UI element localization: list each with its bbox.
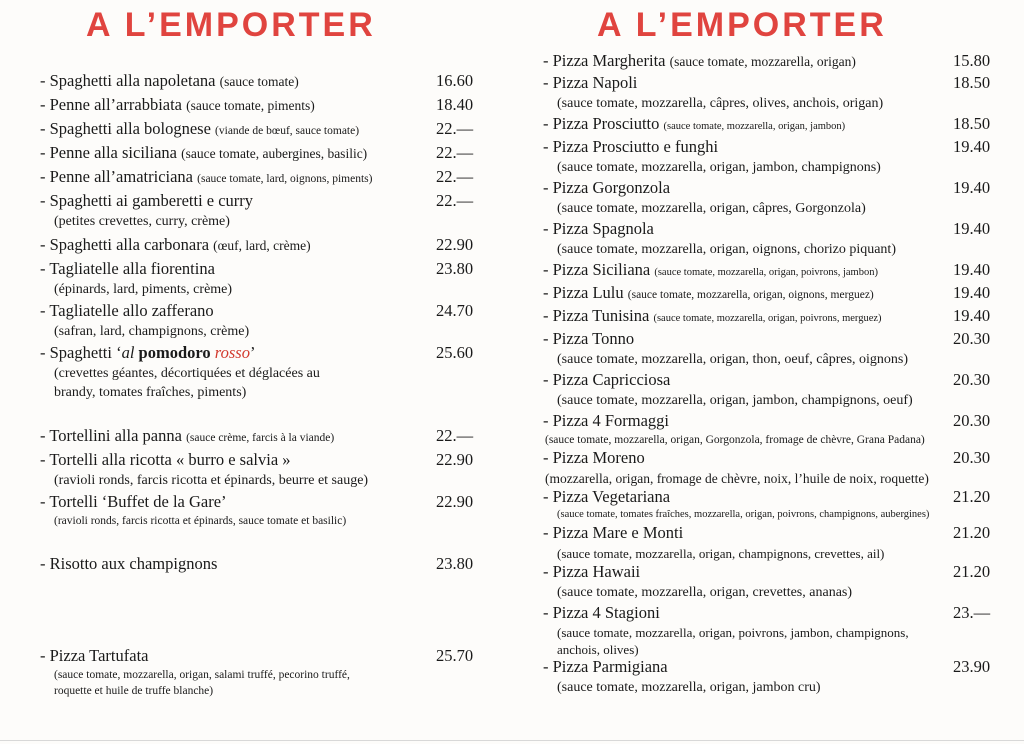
item-price: 19.40 xyxy=(953,283,991,302)
item-price: 16.60 xyxy=(436,71,474,90)
menu-item: - Pizza Lulu (sauce tomate, mozzarella, origan, oignons, merguez) 19.40 xyxy=(543,283,991,302)
menu-item: - Pizza Mare e Monti (sauce tomate, mozzarella, origan, champignons, crevettes, ail) 21.20 xyxy=(543,523,991,561)
menu-item: - Tortelli alla ricotta « burro e salvia » (ravioli ronds, farcis ricotta et épinards, beurre et sauge) 22.90 xyxy=(40,450,474,488)
menu-item: - Pizza Tunisina (sauce tomate, mozzarella, origan, poivrons, merguez) 19.40 xyxy=(543,306,991,325)
item-price: 23.— xyxy=(953,603,991,622)
item-price: 22.— xyxy=(436,119,474,138)
item-price: 22.— xyxy=(436,143,474,162)
right-page-title: A L’EMPORTER xyxy=(597,6,887,44)
item-price: 19.40 xyxy=(953,178,991,197)
item-price: 15.80 xyxy=(953,51,991,70)
menu-item: - Pizza Napoli (sauce tomate, mozzarella, câpres, olives, anchois, origan) 18.50 xyxy=(543,73,991,111)
menu-item: - Pizza Prosciutto e funghi (sauce tomate, mozzarella, origan, jambon, champignons) 19.40 xyxy=(543,137,991,175)
item-price: 22.— xyxy=(436,426,474,445)
menu-item: - Pizza Moreno (mozzarella, origan, fromage de chèvre, noix, l’huile de noix, roquette) 20.30 xyxy=(543,448,991,486)
menu-item: - Penne all’amatriciana (sauce tomate, lard, oignons, piments) 22.— xyxy=(40,167,474,186)
item-price: 19.40 xyxy=(953,137,991,156)
menu-item: - Pizza Tonno (sauce tomate, mozzarella, origan, thon, oeuf, câpres, oignons) 20.30 xyxy=(543,329,991,367)
menu-item: - Pizza Parmigiana (sauce tomate, mozzarella, origan, jambon cru) 23.90 xyxy=(543,657,991,695)
item-price: 20.30 xyxy=(953,329,991,348)
menu-item: - Pizza 4 Stagioni (sauce tomate, mozzarella, origan, poivrons, jambon, champignons, anchois, olives) 23.— xyxy=(543,603,991,657)
menu-item: - Tagliatelle allo zafferano (safran, lard, champignons, crème) 24.70 xyxy=(40,301,474,339)
item-price: 23.80 xyxy=(436,259,474,278)
item-price: 22.90 xyxy=(436,492,474,511)
item-price: 25.60 xyxy=(436,343,474,362)
menu-item: - Risotto aux champignons 23.80 xyxy=(40,554,474,573)
menu-item: - Tagliatelle alla fiorentina (épinards, lard, piments, crème) 23.80 xyxy=(40,259,474,297)
item-price: 18.50 xyxy=(953,73,991,92)
menu-item: - Penne all’arrabbiata (sauce tomate, piments) 18.40 xyxy=(40,95,474,114)
item-price: 19.40 xyxy=(953,219,991,238)
item-price: 22.90 xyxy=(436,235,474,254)
item-price: 23.80 xyxy=(436,554,474,573)
menu-item: - Pizza Prosciutto (sauce tomate, mozzarella, origan, jambon) 18.50 xyxy=(543,114,991,133)
menu-item: - Spaghetti alla napoletana (sauce tomate) 16.60 xyxy=(40,71,474,90)
menu-item: - Pizza Vegetariana (sauce tomate, tomates fraîches, mozzarella, origan, poivrons, champignons, aubergines) 21.20 xyxy=(543,487,991,520)
item-price: 21.20 xyxy=(953,487,991,506)
item-price: 24.70 xyxy=(436,301,474,320)
item-price: 19.40 xyxy=(953,260,991,279)
item-price: 21.20 xyxy=(953,562,991,581)
menu-item: - Spaghetti alla bolognese (viande de bœuf, sauce tomate) 22.— xyxy=(40,119,474,138)
menu-item: - Spaghetti ‘al pomodoro rosso’ (crevettes géantes, décortiquées et déglacées au brandy, tomates fraîches, piments) 25.60 xyxy=(40,343,474,400)
menu-item: - Pizza Capricciosa (sauce tomate, mozzarella, origan, jambon, champignons, oeuf) 20.30 xyxy=(543,370,991,408)
menu-item: - Pizza Gorgonzola (sauce tomate, mozzarella, origan, câpres, Gorgonzola) 19.40 xyxy=(543,178,991,216)
menu-item: - Spaghetti alla carbonara (œuf, lard, crème) 22.90 xyxy=(40,235,474,254)
left-page-title: A L’EMPORTER xyxy=(86,6,376,44)
item-price: 22.90 xyxy=(436,450,474,469)
item-price: 25.70 xyxy=(436,646,474,665)
menu-item: - Pizza 4 Formaggi (sauce tomate, mozzarella, origan, Gorgonzola, fromage de chèvre, Grana Padana) 20.30 xyxy=(543,411,991,446)
item-price: 20.30 xyxy=(953,411,991,430)
menu-item: - Pizza Siciliana (sauce tomate, mozzarella, origan, poivrons, jambon) 19.40 xyxy=(543,260,991,279)
item-price: 18.50 xyxy=(953,114,991,133)
item-price: 22.— xyxy=(436,191,474,210)
item-price: 20.30 xyxy=(953,370,991,389)
menu-item: - Spaghetti ai gamberetti e curry (petites crevettes, curry, crème) 22.— xyxy=(40,191,474,229)
item-price: 21.20 xyxy=(953,523,991,542)
item-price: 22.— xyxy=(436,167,474,186)
bottom-divider xyxy=(0,740,1024,741)
menu-item: - Pizza Spagnola (sauce tomate, mozzarella, origan, oignons, chorizo piquant) 19.40 xyxy=(543,219,991,257)
menu-item: - Pizza Hawaii (sauce tomate, mozzarella, origan, crevettes, ananas) 21.20 xyxy=(543,562,991,600)
item-price: 20.30 xyxy=(953,448,991,467)
menu-item: - Pizza Margherita (sauce tomate, mozzarella, origan) 15.80 xyxy=(543,51,991,70)
item-price: 19.40 xyxy=(953,306,991,325)
item-price: 23.90 xyxy=(953,657,991,676)
item-price: 18.40 xyxy=(436,95,474,114)
menu-item: - Tortelli ‘Buffet de la Gare’ (ravioli ronds, farcis ricotta et épinards, sauce tomate et basilic) 22.90 xyxy=(40,492,474,527)
menu-item: - Pizza Tartufata (sauce tomate, mozzarella, origan, salami truffé, pecorino truffé, roquette et huile de truffe blanche) 25.70 xyxy=(40,646,474,697)
menu-item: - Tortellini alla panna (sauce crème, farcis à la viande) 22.— xyxy=(40,426,474,445)
menu-item: - Penne alla siciliana (sauce tomate, aubergines, basilic) 22.— xyxy=(40,143,474,162)
